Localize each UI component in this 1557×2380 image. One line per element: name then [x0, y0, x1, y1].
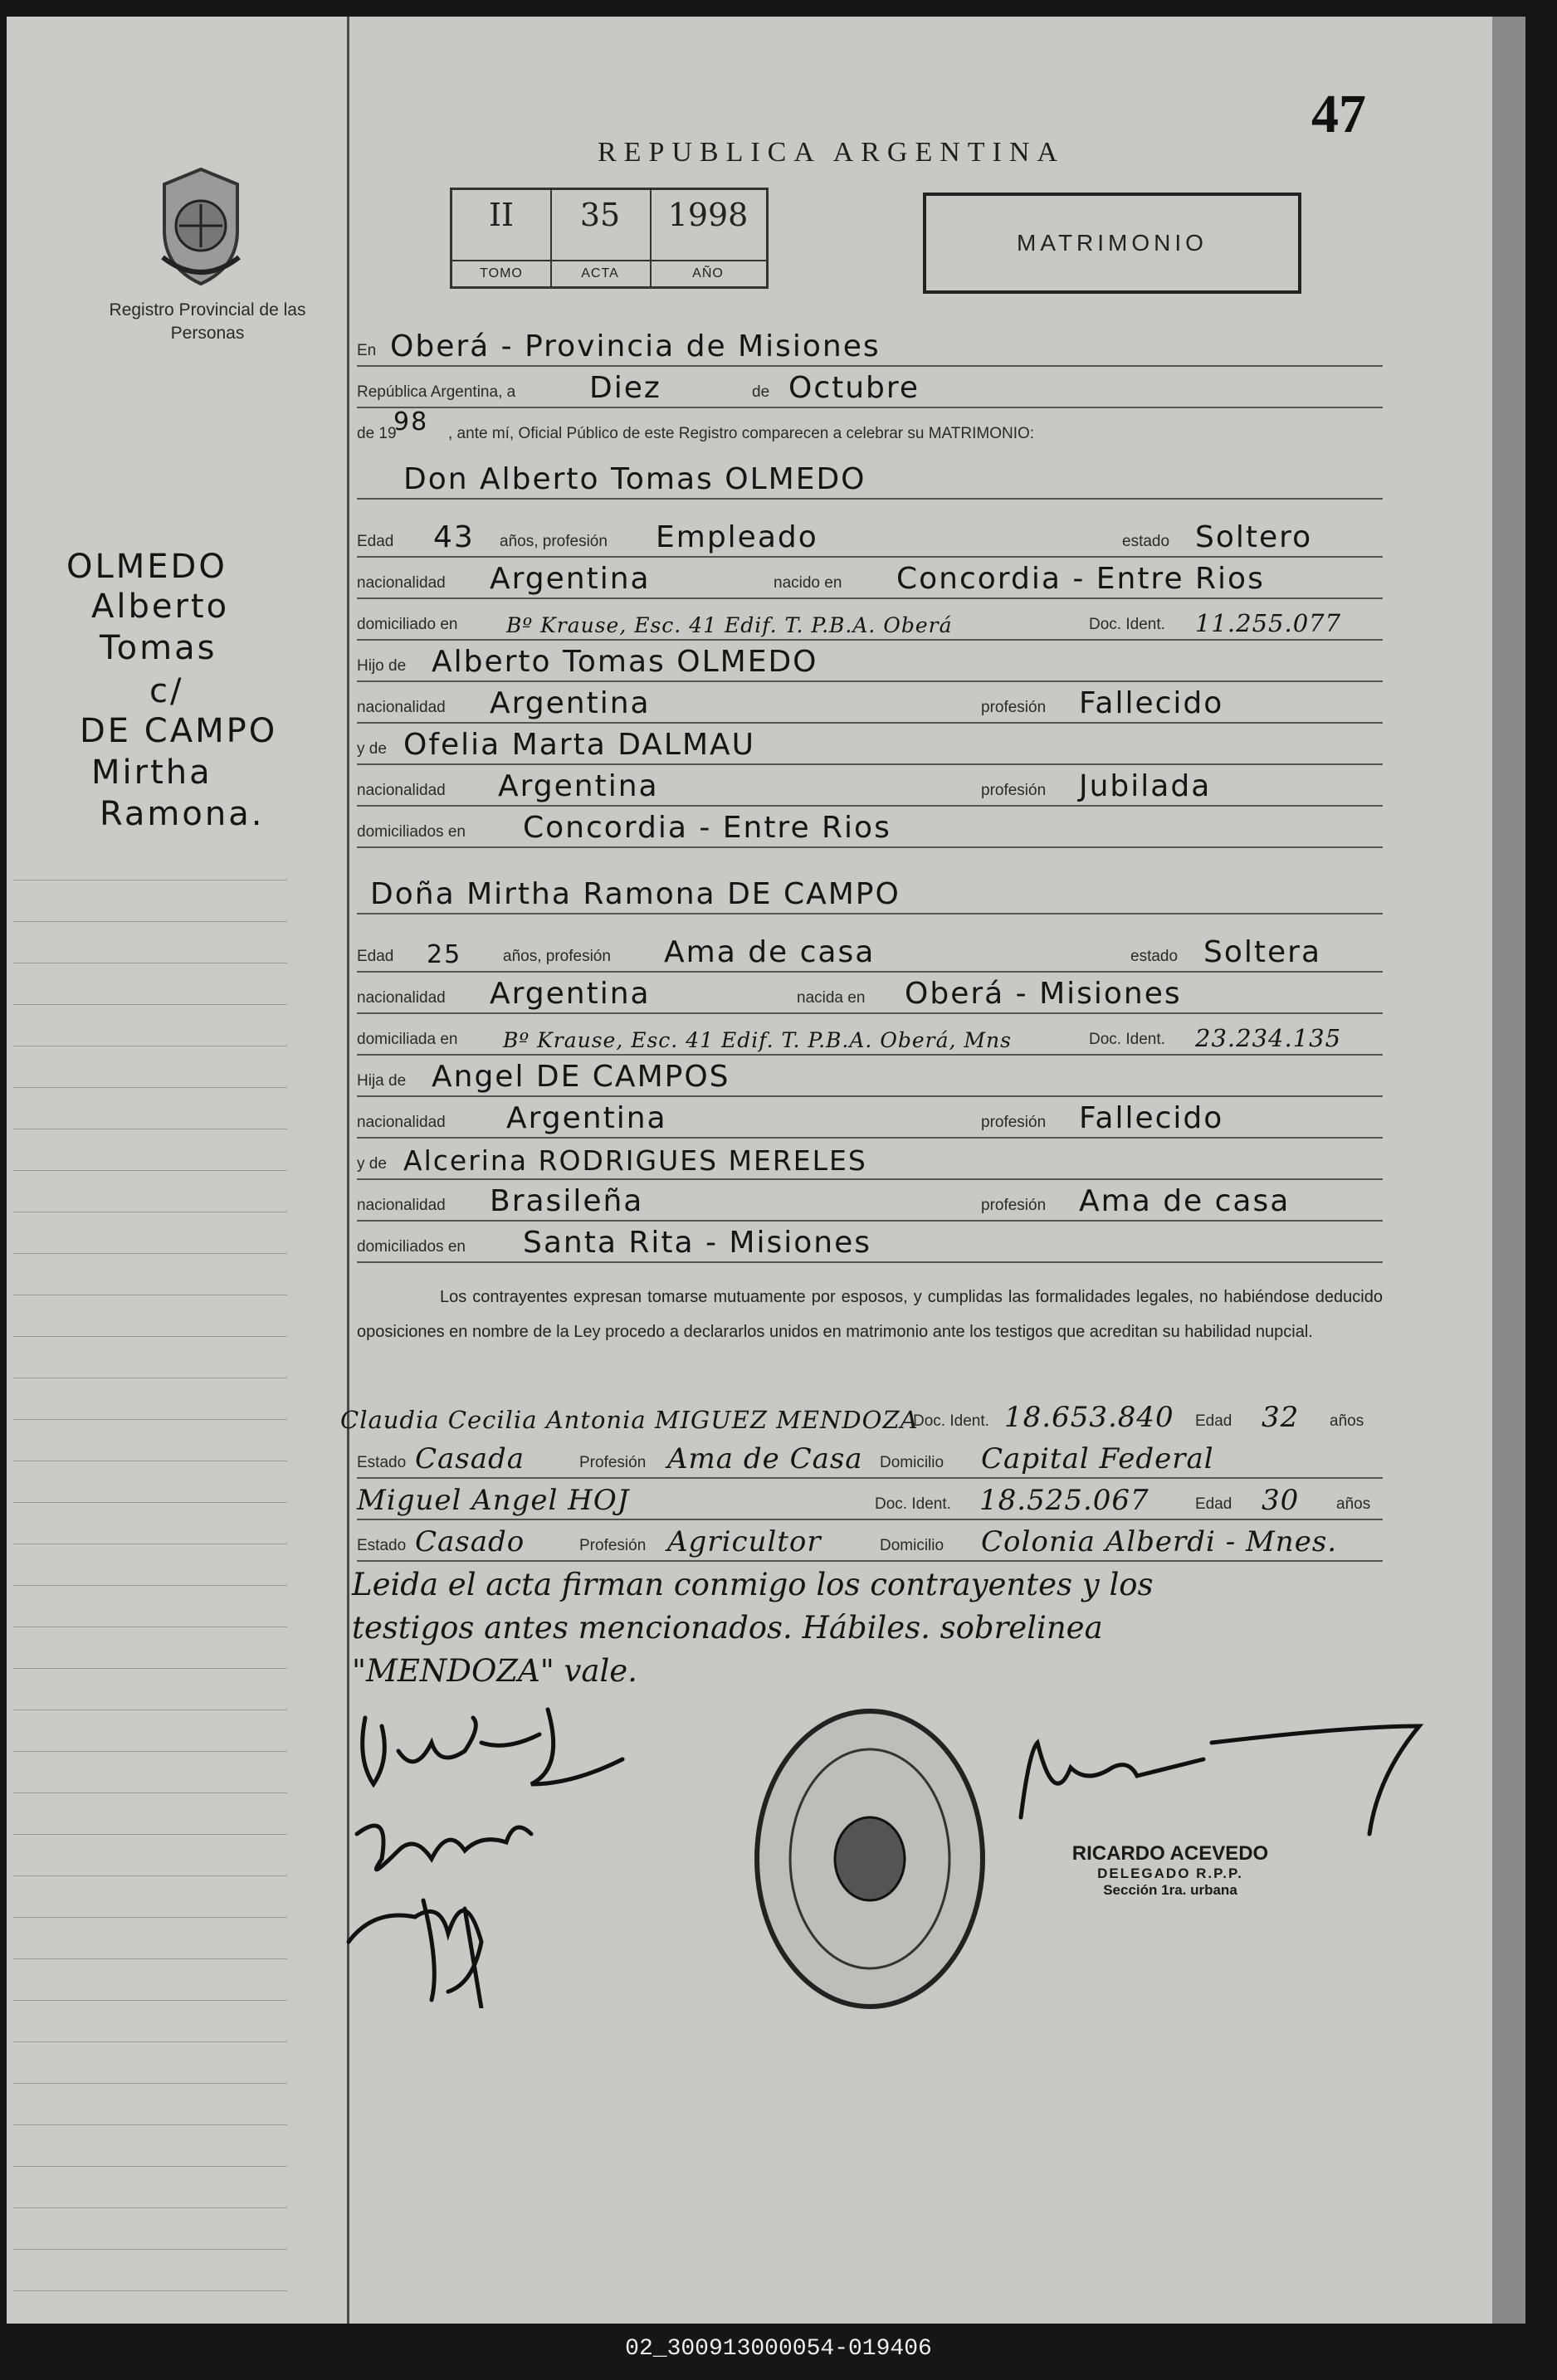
groom-name-row [357, 456, 1383, 500]
republica-label: República Argentina, a [357, 383, 516, 401]
witness1-age: 32 [1262, 1401, 1300, 1434]
bride-name: Doña Mirtha Ramona DE CAMPO [370, 877, 901, 911]
groom-address-row [357, 597, 1383, 641]
bride-father: Angel DE CAMPOS [432, 1060, 730, 1094]
document-id: 02_300913000054-019406 [625, 2336, 932, 2362]
edad-label: Edad [357, 948, 394, 965]
signatures-image [340, 1693, 656, 2008]
registrar-signature-image [1004, 1709, 1436, 1842]
domiciliada-label: domiciliada en [357, 1031, 458, 1048]
anio-cell [650, 190, 766, 286]
bride-status: Soltera [1203, 935, 1322, 969]
witness2-row [357, 1477, 1383, 1520]
tomo-value: II [488, 197, 515, 233]
en-label: En [357, 342, 377, 359]
groom-mother: Ofelia Marta DALMAU [403, 728, 756, 762]
groom-father-nationality: Argentina [490, 686, 651, 720]
registry-name: Registro Provincial de las Personas [109, 300, 306, 343]
groom-status: Soltero [1195, 520, 1313, 554]
day-value: Diez [589, 371, 661, 405]
witness2-address: Colonia Alberdi - Mnes. [981, 1525, 1338, 1558]
doc-label: Doc. Ident. [1089, 1031, 1165, 1048]
nacionalidad-label: nacionalidad [357, 782, 446, 799]
margin-note-line: Mirtha [91, 754, 212, 792]
bride-nationality-row [357, 971, 1383, 1014]
intro-row [357, 407, 1383, 448]
anios-label: años [1336, 1495, 1371, 1513]
date-row [357, 365, 1383, 408]
groom-age-row [357, 515, 1383, 558]
witness2-name: Miguel Angel HOJ [357, 1484, 630, 1517]
margin-note-line: c/ [149, 672, 184, 710]
bride-parents-address-row [357, 1220, 1383, 1263]
nacionalidad-label: nacionalidad [357, 699, 446, 716]
groom-nationality-row [357, 556, 1383, 599]
margin-note-line: Tomas [100, 629, 217, 667]
groom-mother-profession: Jubilada [1079, 769, 1212, 803]
closing-note-line: "MENDOZA" vale. [352, 1653, 637, 1689]
official-stamp [745, 1701, 994, 2017]
bride-father-nat-row [357, 1095, 1383, 1139]
place-row [357, 324, 1383, 367]
tomo-label: TOMO [452, 260, 550, 286]
witness2-profession: Agricultor [667, 1525, 822, 1558]
nacionalidad-label: nacionalidad [357, 1114, 446, 1131]
anio-value: 1998 [667, 197, 749, 233]
groom-profession: Empleado [656, 520, 818, 554]
acta-value: 35 [579, 197, 621, 233]
profesion-label: profesión [981, 1114, 1047, 1131]
profesion-label: años, profesión [503, 948, 611, 965]
groom-doc: 11.255.077 [1195, 609, 1342, 637]
estado-label: estado [1130, 948, 1179, 965]
closing-note-line: testigos antes mencionados. Hábiles. sobrelinea [352, 1610, 1103, 1646]
profesion-label: Profesión [579, 1454, 647, 1471]
groom-nationality: Argentina [490, 562, 651, 596]
month-value: Octubre [788, 371, 920, 405]
nacionalidad-label: nacionalidad [357, 1197, 446, 1214]
hijo-label: Hijo de [357, 657, 407, 675]
domiciliados-label: domiciliados en [357, 1238, 466, 1256]
margin-note-line: Alberto [91, 588, 230, 626]
estado-label: Estado [357, 1537, 407, 1554]
page-number: 47 [1311, 84, 1366, 144]
nacionalidad-label: nacionalidad [357, 574, 446, 592]
doc-label: Doc. Ident. [1089, 616, 1165, 633]
nacida-label: nacida en [797, 989, 866, 1007]
estado-label: estado [1122, 533, 1170, 550]
groom-birthplace: Concordia - Entre Rios [896, 562, 1265, 596]
bride-age-row [357, 929, 1383, 973]
domicilio-label: Domicilio [880, 1537, 944, 1554]
profesion-label: años, profesión [500, 533, 608, 550]
witness1-row [340, 1394, 1383, 1436]
bride-mother-row [357, 1137, 1383, 1180]
bride-doc: 23.234.135 [1195, 1024, 1342, 1052]
groom-father-profession: Fallecido [1079, 686, 1224, 720]
bride-address: Bº Krause, Esc. 41 Edif. T. P.B.A. Oberá, Mns [503, 1028, 1012, 1052]
record-box [450, 188, 769, 289]
witness1-address: Capital Federal [981, 1442, 1214, 1475]
page-edge [1492, 17, 1525, 2324]
witness2-status: Casado [415, 1525, 525, 1558]
margin-column [7, 17, 349, 2324]
groom-parents-address-row [357, 805, 1383, 848]
place-value: Oberá - Provincia de Misiones [390, 329, 881, 363]
de-label: de [752, 383, 770, 401]
year-value: 98 [393, 407, 429, 436]
nacido-label: nacido en [774, 574, 842, 592]
margin-note-line: Ramona. [100, 795, 265, 833]
nacionalidad-label: nacionalidad [357, 989, 446, 1007]
groom-name: Don Alberto Tomas OLMEDO [403, 462, 866, 496]
bride-name-row [357, 871, 1383, 914]
witness2-details-row [357, 1519, 1383, 1562]
estado-label: Estado [357, 1454, 407, 1471]
groom-father-row [357, 639, 1383, 682]
bride-father-nationality: Argentina [506, 1101, 667, 1135]
profesion-label: profesión [981, 699, 1047, 716]
groom-address: Bº Krause, Esc. 41 Edif. T. P.B.A. Oberá [506, 613, 953, 637]
anio-label: AÑO [650, 260, 766, 286]
witness1-status: Casada [415, 1442, 525, 1475]
country-title: REPUBLICA ARGENTINA [598, 137, 1065, 168]
witness1-name: Claudia Cecilia Antonia MIGUEZ MENDOZA [340, 1406, 919, 1434]
act-type-box: MATRIMONIO [923, 193, 1301, 294]
acta-label: ACTA [550, 260, 650, 286]
bride-nationality: Argentina [490, 977, 651, 1011]
witness2-doc: 18.525.067 [979, 1484, 1149, 1517]
groom-father: Alberto Tomas OLMEDO [432, 645, 818, 679]
edad-label: Edad [1195, 1412, 1232, 1430]
y-de-label: y de [357, 740, 387, 758]
domicilio-label: Domicilio [880, 1454, 944, 1471]
y-de-label: y de [357, 1155, 387, 1173]
registrar-block [1037, 1842, 1303, 1899]
bride-parents-address: Santa Rita - Misiones [523, 1226, 871, 1260]
coat-of-arms-icon [151, 166, 251, 290]
edad-label: Edad [1195, 1495, 1232, 1513]
margin-note-line: DE CAMPO [80, 712, 278, 750]
domiciliados-label: domiciliados en [357, 823, 466, 841]
doc-label: Doc. Ident. [875, 1495, 951, 1513]
registrar-section: Sección 1ra. urbana [1103, 1882, 1237, 1898]
anios-label: años [1330, 1412, 1364, 1430]
witness2-age: 30 [1262, 1484, 1300, 1517]
witness1-doc: 18.653.840 [1004, 1401, 1174, 1434]
bride-mother-nat-row [357, 1178, 1383, 1222]
hija-label: Hija de [357, 1072, 407, 1090]
acta-cell [550, 190, 652, 286]
witness1-details-row [357, 1436, 1383, 1479]
witness1-profession: Ama de Casa [667, 1442, 863, 1475]
registrar-title: DELEGADO R.P.P. [1097, 1865, 1243, 1881]
tomo-cell [452, 190, 552, 286]
groom-parents-address: Concordia - Entre Rios [523, 811, 891, 845]
bride-age: 25 [427, 940, 462, 969]
groom-mother-nationality: Argentina [498, 769, 659, 803]
doc-label: Doc. Ident. [913, 1412, 989, 1430]
bride-birthplace: Oberá - Misiones [905, 977, 1182, 1011]
groom-father-nat-row [357, 680, 1383, 724]
year-prefix-label: de 19 [357, 425, 397, 442]
groom-age: 43 [433, 520, 475, 554]
profesion-label: profesión [981, 1197, 1047, 1214]
ante-mi-label: , ante mí, Oficial Público de este Registro comparecen a celebrar su MATRIMONIO: [448, 425, 1035, 442]
registrar-name: RICARDO ACEVEDO [1071, 1842, 1269, 1865]
bride-mother-profession: Ama de casa [1079, 1184, 1291, 1218]
closing-note-line: Leida el acta firman conmigo los contrayentes y los [352, 1567, 1154, 1602]
bride-mother: Alcerina RODRIGUES MERELES [403, 1144, 867, 1177]
domiciliado-label: domiciliado en [357, 616, 458, 633]
bride-father-row [357, 1054, 1383, 1097]
margin-note-line: OLMEDO [66, 548, 227, 586]
groom-mother-nat-row [357, 763, 1383, 807]
profesion-label: Profesión [579, 1537, 647, 1554]
bride-mother-nationality: Brasileña [490, 1184, 644, 1218]
groom-mother-row [357, 722, 1383, 765]
profesion-label: profesión [981, 782, 1047, 799]
edad-label: Edad [357, 533, 394, 550]
bride-profession: Ama de casa [664, 935, 876, 969]
bride-address-row [357, 1012, 1383, 1056]
declaration-text: Los contrayentes expresan tomarse mutuamente por esposos, y cumplidas las formalidades legales, no habiéndose deducido oposiciones en nombre de la Ley procedo a declararlos unidos en matrimonio ante los testigos que acreditan su habilidad nupcial. [357, 1288, 1383, 1341]
bride-father-profession: Fallecido [1079, 1101, 1224, 1135]
